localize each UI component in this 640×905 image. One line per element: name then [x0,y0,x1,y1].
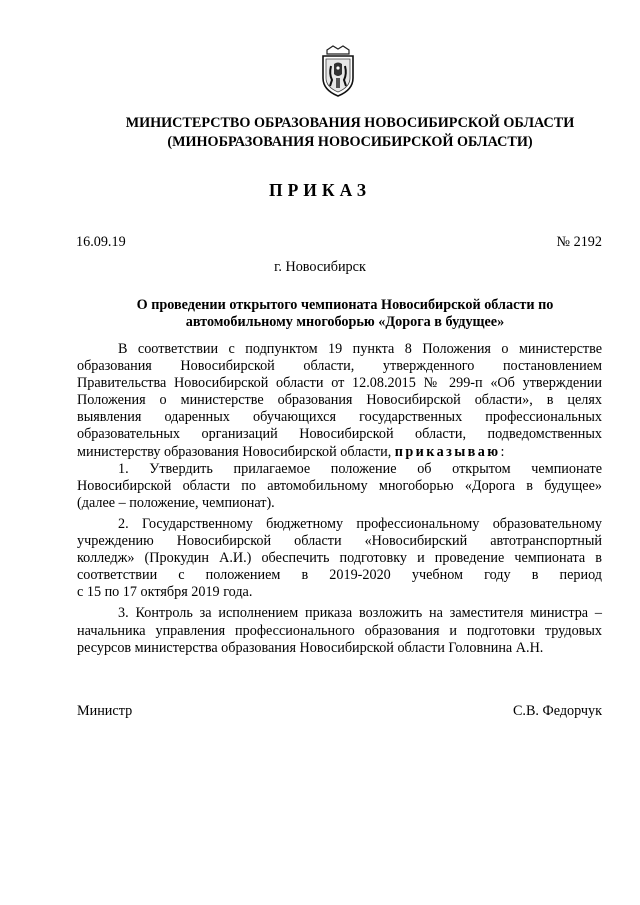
body-line [77,444,602,461]
body-line: Положения о министерстве образования Новосибирской области», в целях [77,392,602,409]
order-body [77,341,602,657]
signatory-name: С.В. Федорчук [512,703,602,719]
item-2-line: с 15 по 17 октября 2019 года. [77,584,253,601]
item-1-line: Новосибирской области по автомобильному многоборью «Дорога в будущее» [77,477,602,494]
order-number: № 2192 [556,234,602,250]
document-type-title: ПРИКАЗ [268,180,372,200]
body-line: Правительства Новосибирской области от 12.08.2015 № 299-п «Об утверждении [77,375,602,392]
item-1-line: (далее – положение, чемпионат). [77,494,275,511]
ministry-short-name: (МИНОБРАЗОВАНИЯ НОВОСИБИРСКОЙ ОБЛАСТИ) [167,134,533,150]
order-city: г. Новосибирск [274,259,366,275]
order-subject [60,297,630,331]
ministry-header [60,114,640,152]
item-2-line: учреждению Новосибирской области «Новосибирский автотранспортный [77,533,602,550]
ministry-name: МИНИСТЕРСТВО ОБРАЗОВАНИЯ НОВОСИБИРСКОЙ ОБЛАСТИ [125,115,575,131]
body-line: В соответствии с подпунктом 19 пункта 8 Положения о министерстве [118,341,602,357]
body-line-text: министерству образования Новосибирской области, [77,443,392,460]
signatory-title: Министр [77,703,133,719]
item-1-line: 1. Утвердить прилагаемое положение об открытом чемпионате [118,460,602,477]
coat-of-arms-icon [317,44,359,98]
item-3-line: ресурсов министерства образования Новосибирской области Головнина А.Н. [77,639,544,656]
order-date: 16.09.19 [76,234,126,250]
order-colon: : [500,443,505,460]
body-line: образования Новосибирской области, утвержденного постановлением [77,358,602,375]
item-2-line: 2. Государственному бюджетному профессиональному образовательному [118,515,602,532]
item-3-line: 3. Контроль за исполнением приказа возложить на заместителя министра – [118,605,602,622]
subject-line: автомобильному многоборью «Дорога в будущее» [185,314,505,330]
subject-line: О проведении открытого чемпионата Новосибирской области по [136,297,554,313]
item-2-line: соответствии с положением в 2019-2020 учебном году в период [77,567,602,584]
body-line: выявления одаренных обучающихся государственных профессиональных [77,409,602,426]
order-keyword: приказываю [394,443,501,460]
item-3-line: начальника управления профессионального образования и подготовки трудовых [77,622,602,639]
body-line: образовательных организаций Новосибирской области, подведомственных [77,426,602,443]
item-2-line: колледж» (Прокудин А.И.) обеспечить подготовку и проведение чемпионата в [77,550,602,567]
